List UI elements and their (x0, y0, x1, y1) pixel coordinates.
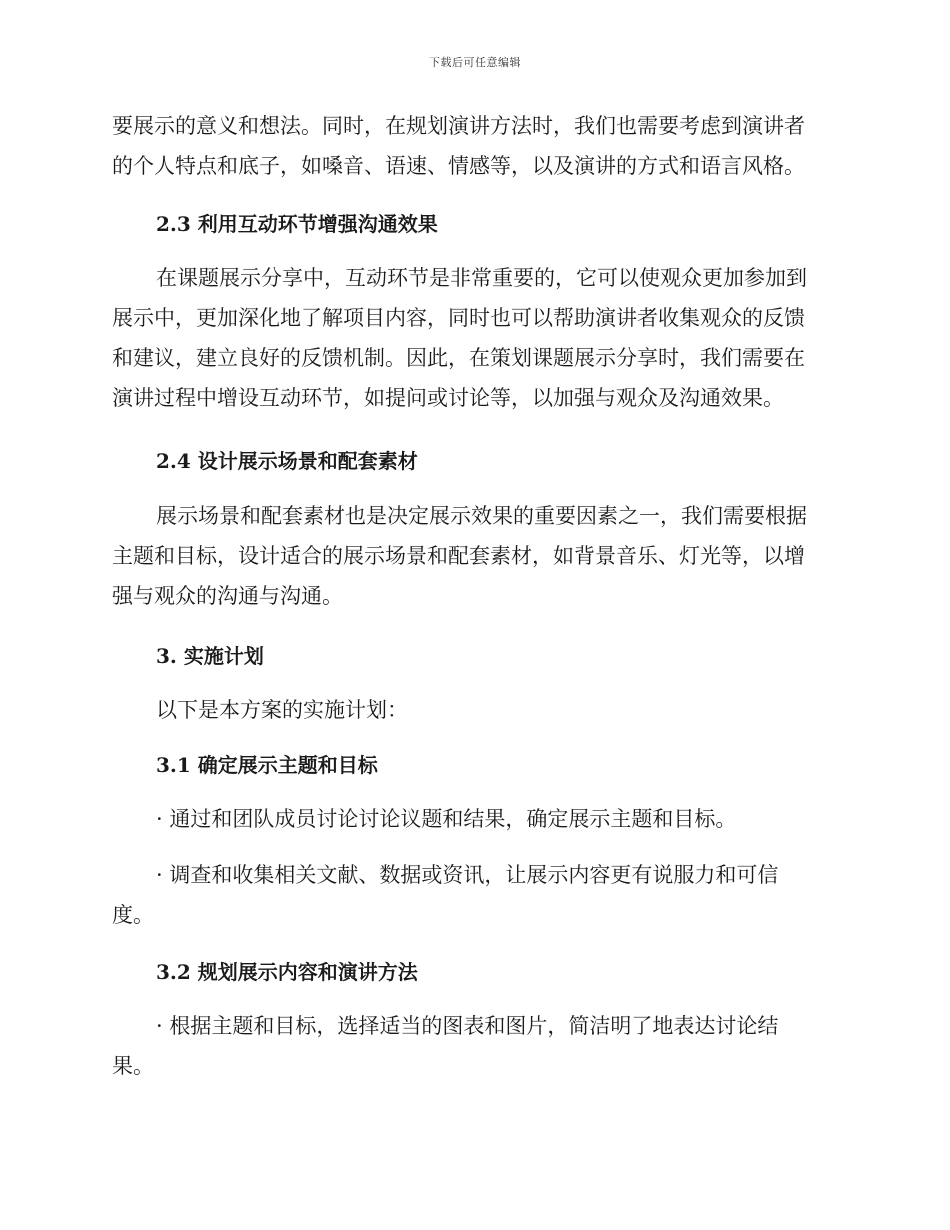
bullet-research (112, 855, 832, 935)
bullet-item: · 通过和团队成员讨论讨论议题和结果，确定展示主题和目标。 (156, 807, 737, 831)
page-header: 下载后可任意编辑 (429, 56, 521, 69)
paragraph-interaction (112, 258, 832, 418)
text-line: 以下是本方案的实施计划： (156, 698, 408, 722)
text-line: 展示中，更加深化地了解项目内容，同时也可以帮助演讲者收集观众的反馈 (112, 306, 805, 330)
bullet-discuss-topic (112, 799, 832, 839)
heading-3-2: 3.2 规划展示内容和演讲方法 (156, 960, 418, 984)
text-line: 的个人特点和底子，如嗓音、语速、情感等，以及演讲的方式和语言风格。 (112, 154, 805, 178)
heading-3-1: 3.1 确定展示主题和目标 (156, 753, 378, 777)
text-line: 度。 (112, 903, 154, 927)
paragraph-scene-materials (112, 496, 832, 616)
text-line: 在课题展示分享中，互动环节是非常重要的，它可以使观众更加参加到 (156, 266, 807, 290)
bullet-item: · 根据主题和目标，选择适当的图表和图片，简洁明了地表达讨论结 (156, 1014, 779, 1038)
bullet-charts (112, 1006, 832, 1086)
text-line: 要展示的意义和想法。同时，在规划演讲方法时，我们也需要考虑到演讲者 (112, 114, 805, 138)
paragraph-plan-intro (112, 690, 832, 730)
heading-2-3: 2.3 利用互动环节增强沟通效果 (156, 212, 438, 236)
text-line: 果。 (112, 1054, 154, 1078)
bullet-item: · 调查和收集相关文献、数据或资讯，让展示内容更有说服力和可信 (156, 863, 779, 887)
text-line: 主题和目标，设计适合的展示场景和配套素材，如背景音乐、灯光等，以增 (112, 544, 805, 568)
heading-3: 3. 实施计划 (156, 644, 264, 668)
text-line: 演讲过程中增设互动环节，如提问或讨论等，以加强与观众及沟通效果。 (112, 386, 784, 410)
heading-2-4: 2.4 设计展示场景和配套素材 (156, 449, 418, 473)
text-line: 和建议，建立良好的反馈机制。因此，在策划课题展示分享时，我们需要在 (112, 346, 805, 370)
text-line: 展示场景和配套素材也是决定展示效果的重要因素之一，我们需要根据 (156, 504, 807, 528)
paragraph-presentation-method (112, 106, 832, 186)
text-line: 强与观众的沟通与沟通。 (112, 584, 343, 608)
